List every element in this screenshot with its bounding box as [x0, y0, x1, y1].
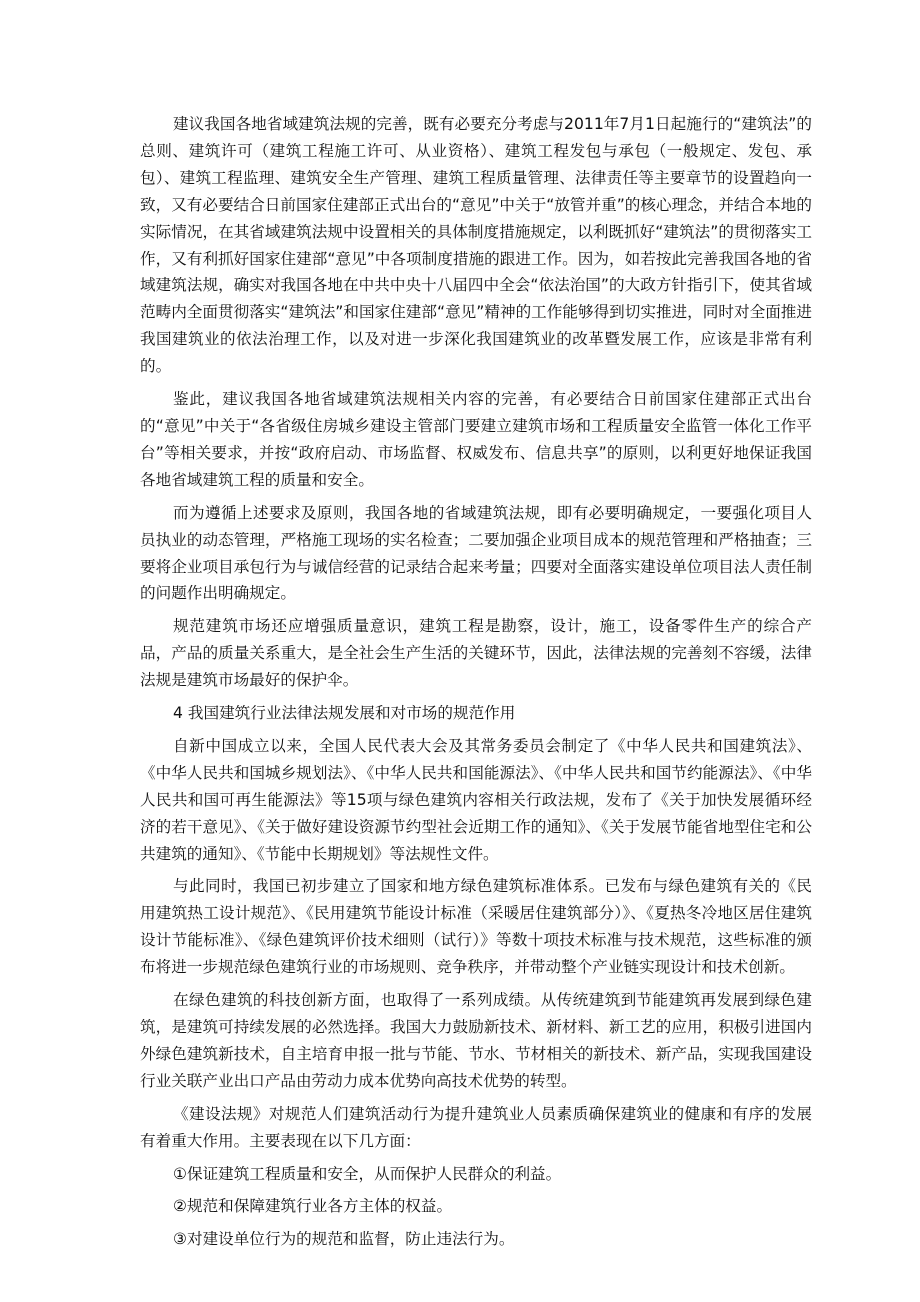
paragraph-7: 在绿色建筑的科技创新方面，也取得了一系列成绩。从传统建筑到节能建筑再发展到绿色建筑，是建筑可持续发展的必然选择。我国大力鼓励新技术、新材料、新工艺的应用，积极引进国内外绿色建筑新技术，自主培育申报一批与节能、节水、节材相关的新技术、新产品，实现我国建设行业关联产业出口产品由劳动力成本优势向高技术优势的转型。: [140, 991, 812, 1090]
paragraph-1: 建议我国各地省域建筑法规的完善，既有必要充分考虑与2011年7月1日起施行的“建筑法”的总则、建筑许可（建筑工程施工许可、从业资格）、建筑工程发包与承包（一般规定、发包、承包）、建筑工程监理、建筑安全生产管理、建筑工程质量管理、法律责任等主要章节的设置趋向一致，又有必要结合日前国家住建部正式出台的“意见”中关于“放管并重”的核心理念，并结合本地的实际情况，在其省域建筑法规中设置相关的具体制度措施规定，以利既抓好“建筑法”的贯彻落实工作，又有利抓好国家住建部“意见”中各项制度措施的跟进工作。因为，如若按此完善我国各地的省域建筑法规，确实对我国各地在中共中央十八届四中全会“依法治国”的大政方针指引下，使其省域范畴内全面贯彻落实“建筑法”和国家住建部“意见”精神的工作能够得到切实推进，同时对全面推进我国建筑业的依法治理工作，以及对进一步深化我国建筑业的改革暨发展工作，应该是非常有利的。: [140, 115, 812, 376]
section-heading: 4 我国建筑行业法律法规发展和对市场的规范作用: [173, 704, 516, 723]
paragraph-4: 规范建筑市场还应增强质量意识，建筑工程是勘察，设计，施工，设备零件生产的综合产品，产品的质量关系重大，是全社会生产生活的关键环节，因此，法律法规的完善刻不容缓，法律法规是建筑市场最好的保护伞。: [140, 617, 812, 690]
paragraph-8: 《建设法规》对规范人们建筑活动行为提升建筑业人员素质确保建筑业的健康和有序的发展有着重大作用。主要表现在以下几方面：: [140, 1104, 812, 1150]
list-item-2: ②规范和保障建筑行业各方主体的权益。: [173, 1197, 453, 1216]
list-item-3: ③对建设单位行为的规范和监督，防止违法行为。: [173, 1230, 515, 1249]
document-page: [140, 111, 812, 1259]
paragraph-6: 与此同时，我国已初步建立了国家和地方绿色建筑标准体系。已发布与绿色建筑有关的《民用建筑热工设计规范》、《民用建筑节能设计标准（采暖居住建筑部分）》、《夏热冬冷地区居住建筑设计节能标准》、《绿色建筑评价技术细则（试行）》等数十项技术标准与技术规范，这些标准的颁布将进一步规范绿色建筑行业的市场规则、竞争秩序，并带动整个产业链实现设计和技术创新。: [140, 877, 812, 977]
paragraph-2: 鉴此，建议我国各地省域建筑法规相关内容的完善，有必要结合日前国家住建部正式出台的“意见”中关于“各省级住房城乡建设主管部门要建立建筑市场和工程质量安全监管一体化工作平台”等相关要求，并按“政府启动、市场监督、权威发布、信息共享”的原则，以利更好地保证我国各地省域建筑工程的质量和安全。: [140, 390, 812, 489]
paragraph-5: 自新中国成立以来，全国人民代表大会及其常务委员会制定了《中华人民共和国建筑法》、《中华人民共和国城乡规划法》、《中华人民共和国能源法》、《中华人民共和国节约能源法》、《中华人民共和国可再生能源法》等15项与绿色建筑内容相关行政法规，发布了《关于加快发展循环经济的若干意见》、《关于做好建设资源节约型社会近期工作的通知》、《关于发展节能省地型住宅和公共建筑的通知》、《节能中长期规划》等法规性文件。: [140, 736, 812, 863]
paragraph-3: 而为遵循上述要求及原则，我国各地的省域建筑法规，即有必要明确规定，一要强化项目人员执业的动态管理，严格施工现场的实名检查；二要加强企业项目成本的规范管理和严格抽查；三要将企业项目承包行为与诚信经营的记录结合起来考量；四要对全面落实建设单位项目法人责任制的问题作出明确规定。: [140, 503, 812, 603]
list-item-1: ①保证建筑工程质量和安全，从而保护人民群众的利益。: [173, 1164, 562, 1183]
